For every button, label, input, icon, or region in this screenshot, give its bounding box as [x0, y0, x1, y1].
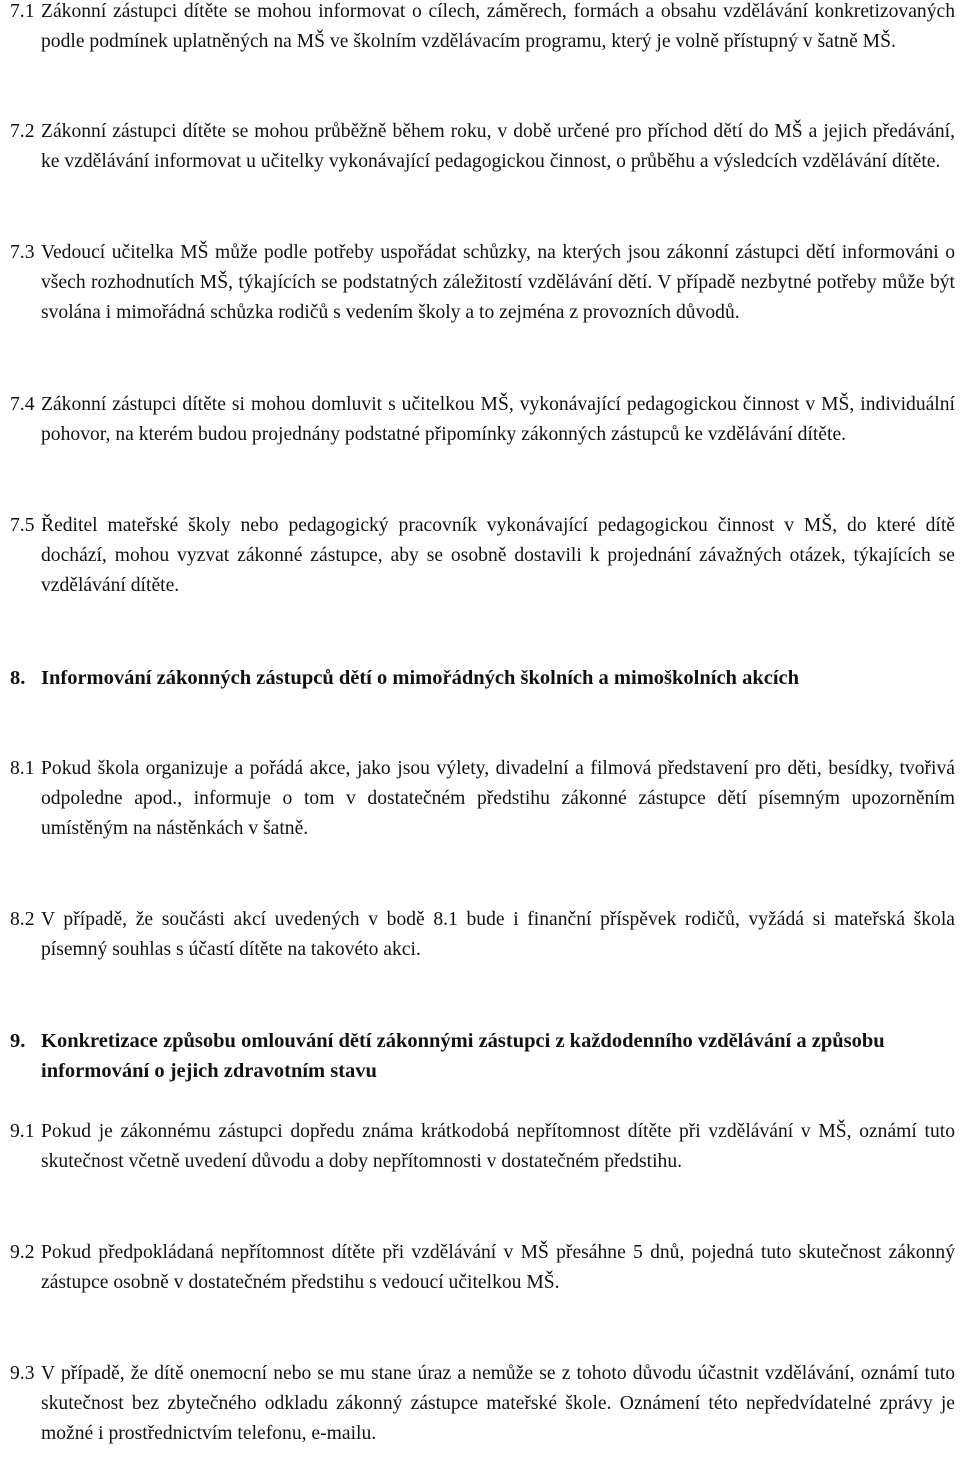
paragraph-text: V případě, že součásti akcí uvedených v bodě 8.1 bude i finanční příspěvek rodičů, vyžádá si mateřská škola písemný souhlas s účastí dítěte na takovéto akci. [41, 909, 955, 960]
paragraph-text: Pokud je zákonnému zástupci dopředu známa krátkodobá nepřítomnost dítěte při vzdělávání v MŠ, oznámí tuto skutečnost včetně uvedení důvodu a doby nepřítomnosti v dostatečném předstihu. [41, 1121, 955, 1172]
section-title: Informování zákonných zástupců dětí o mimořádných školních a mimoškolních akcích [41, 667, 800, 689]
paragraph-number: 8.1 [10, 758, 35, 779]
section-number: 8. [10, 667, 26, 689]
paragraph-7-3 [10, 238, 955, 328]
paragraph-7-2 [10, 117, 955, 177]
section-9-heading [10, 1026, 955, 1086]
paragraph-number: 7.1 [10, 1, 35, 22]
paragraph-9-1 [10, 1117, 955, 1177]
paragraph-text: Zákonní zástupci dítěte se mohou průběžně během roku, v době určené pro příchod dětí do MŠ a jejich předávání, ke vzdělávání informovat u učitelky vykonávající pedagogickou činnost, o průběhu a výsledcích vzdělávání dítěte. [41, 121, 955, 172]
paragraph-number: 9.2 [10, 1242, 35, 1263]
paragraph-number: 9.1 [10, 1121, 35, 1142]
paragraph-text: Pokud škola organizuje a pořádá akce, jako jsou výlety, divadelní a filmová představení pro děti, besídky, tvořivá odpoledne apod., informuje o tom v dostatečném předstihu zákonné zástupce dětí písemným upozorněním umístěným na nástěnkách v šatně. [41, 758, 955, 839]
paragraph-number: 7.5 [10, 515, 35, 536]
paragraph-text: Ředitel mateřské školy nebo pedagogický pracovník vykonávající pedagogickou činnost v MŠ, do které dítě dochází, mohou vyzvat zákonné zástupce, aby se osobně dostavili k projednání závažných otázek, týkajících se vzdělávání dítěte. [41, 515, 955, 596]
paragraph-text: V případě, že dítě onemocní nebo se mu stane úraz a nemůže se z tohoto důvodu účastnit vzdělávání, oznámí tuto skutečnost bez zbytečného odkladu zákonný zástupce mateřské škole. Oznámení této nepředvídatelné zprávy je možné i prostřednictvím telefonu, e-mailu. [41, 1363, 955, 1444]
paragraph-7-5 [10, 511, 955, 601]
paragraph-9-3 [10, 1359, 955, 1449]
paragraph-number: 7.2 [10, 121, 35, 142]
section-8-heading [10, 663, 955, 693]
paragraph-8-2 [10, 905, 955, 965]
paragraph-text: Zákonní zástupci dítěte si mohou domluvit s učitelkou MŠ, vykonávající pedagogickou činnost v MŠ, individuální pohovor, na kterém budou projednány podstatné připomínky zákonných zástupců ke vzdělávání dítěte. [41, 394, 955, 445]
paragraph-text: Pokud předpokládaná nepřítomnost dítěte při vzdělávání v MŠ přesáhne 5 dnů, pojedná tuto skutečnost zákonný zástupce osobně v dostatečném předstihu s vedoucí učitelkou MŠ. [41, 1242, 955, 1293]
paragraph-9-2 [10, 1238, 955, 1298]
section-number: 9. [10, 1030, 26, 1052]
paragraph-7-1 [10, 0, 955, 57]
paragraph-7-4 [10, 390, 955, 450]
paragraph-number: 7.4 [10, 394, 35, 415]
paragraph-number: 7.3 [10, 242, 35, 263]
paragraph-8-1 [10, 754, 955, 844]
paragraph-number: 9.3 [10, 1363, 35, 1384]
paragraph-number: 8.2 [10, 909, 35, 930]
section-title: Konkretizace způsobu omlouvání dětí zákonnými zástupci z každodenního vzdělávání a způsobu informování o jejich zdravotním stavu [41, 1030, 885, 1082]
paragraph-text: Vedoucí učitelka MŠ může podle potřeby uspořádat schůzky, na kterých jsou zákonní zástupci dětí informováni o všech rozhodnutích MŠ, týkajících se podstatných záležitostí vzdělávání dětí. V případě nezbytné potřeby může být svolána i mimořádná schůzka rodičů s vedením školy a to zejména z provozních důvodů. [41, 242, 955, 323]
paragraph-text: Zákonní zástupci dítěte se mohou informovat o cílech, záměrech, formách a obsahu vzdělávání konkretizovaných podle podmínek uplatněných na MŠ ve školním vzdělávacím programu, který je volně přístupný v šatně MŠ. [41, 1, 955, 52]
